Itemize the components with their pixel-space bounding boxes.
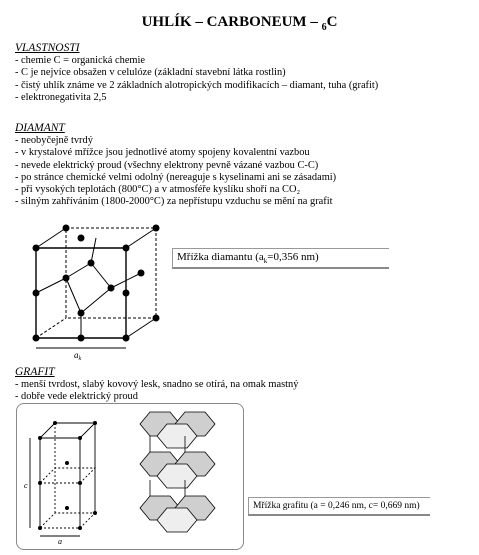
list-item: - v krystalové mřížce jsou jednotlivé atomy spojeny kovalentní vazbou [15, 147, 310, 159]
list-item: - menší tvrdost, slabý kovový lesk, snadno se otírá, na omak mastný [15, 379, 299, 390]
grafit-list [15, 379, 298, 404]
diamond-caption: Mřížka diamantu ($a_k=0,356$ nm) [172, 248, 389, 269]
list-item: - čistý uhlík známe ve 2 základních alotropických modifikacích – diamant, tuha (grafit) [15, 79, 379, 91]
diamond-lattice-figure [16, 218, 166, 362]
list-item: - po stránce chemické velmi odolný (nereaguje s kyselinami ani se zásadami) [15, 171, 337, 183]
list-item: - elektronegativita 2,5 [15, 91, 107, 103]
graphite-layers [140, 412, 215, 532]
graphite-lattice-figure [20, 408, 240, 546]
atoms [33, 225, 160, 342]
list-item: - nevede elektrický proud (všechny elektrony pevně vázané vazbou C-C) [15, 159, 319, 171]
list-item: - dobře vede elektrický proud [15, 391, 138, 403]
heading-diamant: DIAMANT [15, 122, 65, 134]
vlastnosti-list [15, 55, 378, 104]
diamant-list [15, 135, 336, 209]
graphite-a-label: a [58, 537, 62, 546]
list-item: - při vysokých teplotách (800°C) a v atmosféře kyslíku shoří na CO₂ [15, 184, 301, 196]
heading-grafit: GRAFIT [15, 366, 55, 378]
list-item: - silným zahříváním (1800-2000°C) za nepřístupu vzduchu se mění na grafit [15, 196, 333, 208]
page-title: UHLÍK – CARBONEUM – $_6$C [141, 14, 338, 33]
list-item: - C je nejvíce obsažen v celulóze (základní stavební látka rostlin) [15, 67, 286, 79]
heading-vlastnosti: VLASTNOSTI [15, 42, 80, 54]
diamond-axis-label: $a_k$ [74, 350, 82, 362]
list-item: - neobyčejně tvrdý [15, 135, 93, 146]
list-item: - chemie C = organická chemie [15, 55, 146, 66]
graphite-c-label: c [24, 481, 28, 490]
graphite-caption: Mřížka grafitu (a = 0,246 nm, c= 0,669 nm) [248, 497, 430, 516]
